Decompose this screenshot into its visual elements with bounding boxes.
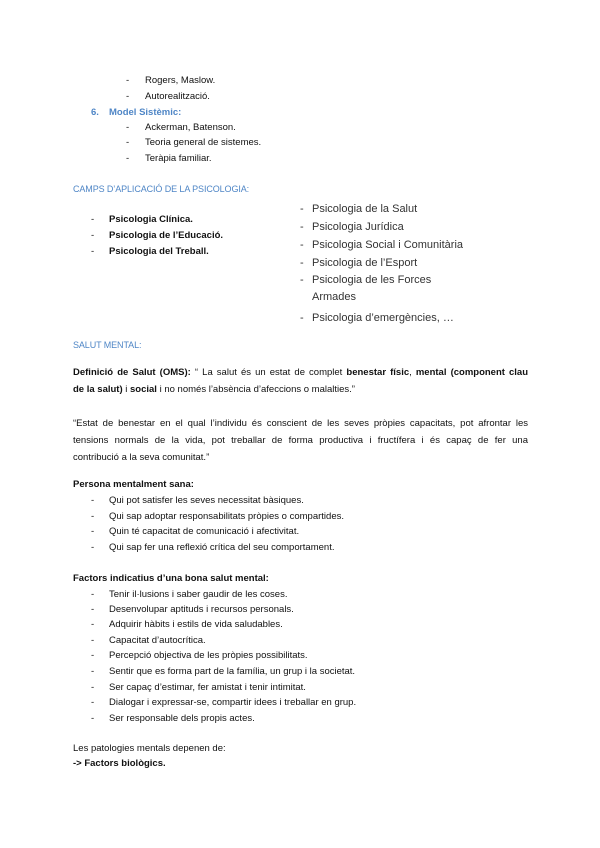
quote-line: tensions normals de la vida, pot treballar de forma productiva i fructífera i és capaç de fer una bbox=[73, 435, 528, 446]
list-dash: - bbox=[91, 713, 95, 724]
section-heading-salut: SALUT MENTAL: bbox=[73, 340, 142, 350]
definition-term: social bbox=[130, 384, 157, 395]
list-dash: - bbox=[300, 239, 304, 251]
definition-term: benestar físic bbox=[346, 367, 410, 378]
definition-paragraph bbox=[73, 364, 528, 398]
list-item: Psicologia Clínica. bbox=[109, 214, 193, 225]
list-dash: - bbox=[91, 589, 95, 600]
list-dash: - bbox=[91, 495, 95, 506]
list-dash: - bbox=[126, 75, 130, 86]
section-heading-factors: Factors indicatius d’una bona salut mental: bbox=[73, 573, 269, 584]
quote-line: “Estat de benestar en el qual l’individu és conscient de les seves pròpies capacitats, pot afrontar les bbox=[73, 418, 528, 429]
list-dash: - bbox=[91, 697, 95, 708]
list-item: Ackerman, Batenson. bbox=[145, 122, 236, 133]
list-dash: - bbox=[300, 221, 304, 233]
list-item: Psicologia d’emergències, … bbox=[312, 312, 454, 324]
list-item: Psicologia de l’Esport bbox=[312, 257, 418, 269]
list-item: Autorealització. bbox=[145, 91, 210, 102]
list-dash: - bbox=[91, 619, 95, 630]
list-dash: - bbox=[300, 203, 304, 215]
quote-line: contribució a la seva comunitat.” bbox=[73, 452, 210, 463]
list-dash: - bbox=[300, 257, 304, 269]
list-item: Ser capaç d’estimar, fer amistat i tenir intimitat. bbox=[109, 682, 306, 693]
list-item: Psicologia de l’Educació. bbox=[109, 230, 224, 241]
list-item: Tenir il·lusions i saber gaudir de les coses. bbox=[109, 589, 288, 600]
list-dash: - bbox=[91, 246, 95, 257]
list-item: Qui pot satisfer les seves necessitat bàsiques. bbox=[109, 495, 304, 506]
patologies-intro: Les patologies mentals depenen de: bbox=[73, 743, 226, 754]
definition-line-1: Definició de Salut (OMS): “ La salut és un estat de complet benestar físic, mental (component clau bbox=[73, 367, 529, 378]
list-dash: - bbox=[300, 274, 304, 286]
list-item: Capacitat d’autocrítica. bbox=[109, 635, 206, 646]
list-item: Psicologia Jurídica bbox=[312, 221, 404, 233]
list-dash: - bbox=[91, 650, 95, 661]
list-dash: - bbox=[126, 122, 130, 133]
list-item: Psicologia de les Forces bbox=[312, 274, 432, 286]
list-dash: - bbox=[300, 312, 304, 324]
list-item: Psicologia de la Salut bbox=[312, 203, 418, 215]
list-item: Percepció objectiva de les pròpies possibilitats. bbox=[109, 650, 308, 661]
list-item: Ser responsable dels propis actes. bbox=[109, 713, 255, 724]
section-heading-camps: CAMPS D’APLICACIÓ DE LA PSICOLOGIA: bbox=[73, 184, 250, 194]
list-item: Dialogar i expressar-se, compartir idees i treballar en grup. bbox=[109, 697, 357, 708]
list-item: Adquirir hàbits i estils de vida saludables. bbox=[109, 619, 283, 630]
list-dash: - bbox=[91, 214, 95, 225]
list-item: Rogers, Maslow. bbox=[145, 75, 216, 86]
list-dash: - bbox=[91, 230, 95, 241]
list-item: Qui sap fer una reflexió crítica del seu comportament. bbox=[109, 542, 335, 553]
section-heading-persona: Persona mentalment sana: bbox=[73, 479, 194, 490]
list-dash: - bbox=[91, 604, 95, 615]
list-item: Desenvolupar aptituds i recursos personals. bbox=[109, 604, 294, 615]
list-item-continuation: Armades bbox=[312, 291, 357, 303]
model-title: Model Sistèmic: bbox=[109, 107, 182, 118]
list-dash: - bbox=[126, 153, 130, 164]
list-dash: - bbox=[91, 635, 95, 646]
list-item: Qui sap adoptar responsabilitats pròpies o compartides. bbox=[109, 511, 344, 522]
model-number: 6. bbox=[91, 107, 99, 118]
list-dash: - bbox=[91, 682, 95, 693]
definition-line-2: de la salut) i social i no només l’absència d’afeccions o malalties.” bbox=[73, 384, 355, 395]
list-dash: - bbox=[126, 137, 130, 148]
list-dash: - bbox=[91, 511, 95, 522]
list-item: Teoria general de sistemes. bbox=[145, 137, 262, 148]
quote-paragraph bbox=[73, 415, 528, 466]
list-item: Teràpia familiar. bbox=[145, 153, 212, 164]
definition-term: de la salut) bbox=[73, 384, 123, 395]
list-item: Sentir que es forma part de la família, un grup i la societat. bbox=[109, 666, 356, 677]
list-item: Psicologia del Treball. bbox=[109, 246, 209, 257]
definition-label: Definició de Salut (OMS): bbox=[73, 367, 191, 378]
list-item: Psicologia Social i Comunitària bbox=[312, 239, 464, 251]
list-dash: - bbox=[91, 526, 95, 537]
definition-term: mental (component clau bbox=[415, 367, 529, 378]
list-item: Quin té capacitat de comunicació i afectivitat. bbox=[109, 526, 300, 537]
patologies-first-factor: -> Factors biològics. bbox=[73, 758, 166, 769]
list-dash: - bbox=[126, 91, 130, 102]
list-dash: - bbox=[91, 542, 95, 553]
list-dash: - bbox=[91, 666, 95, 677]
